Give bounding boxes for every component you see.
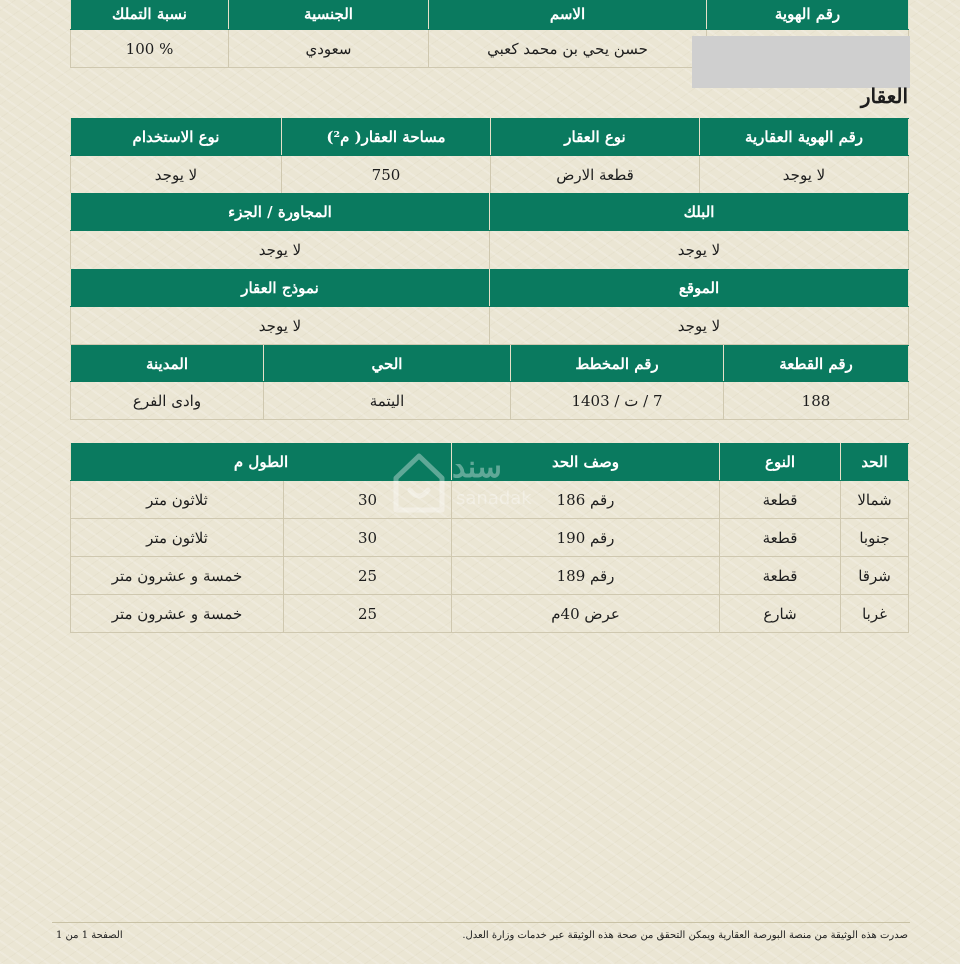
- table-row: [71, 557, 909, 595]
- location-cell: لا يوجد: [490, 307, 909, 345]
- boundary-desc-cell: عرض 40م: [452, 595, 720, 633]
- boundary-length-cell: 30: [284, 481, 452, 519]
- header-city: المدينة: [71, 346, 264, 382]
- header-plot-number: رقم القطعة: [724, 346, 909, 382]
- property-table-main: [70, 118, 909, 194]
- property-section-title: العقار: [860, 84, 908, 108]
- header-property-id: رقم الهوية العقارية: [700, 119, 909, 156]
- header-id: رقم الهوية: [707, 0, 909, 30]
- plan-number-cell: 7 / ت / 1403: [511, 382, 724, 420]
- header-plan-number: رقم المخطط: [511, 346, 724, 382]
- boundary-length-cell: 25: [284, 557, 452, 595]
- header-name: الاسم: [429, 0, 707, 30]
- header-neighborhood-part: المجاورة / الجزء: [71, 194, 490, 231]
- table-row: [71, 595, 909, 633]
- header-usage-type: نوع الاستخدام: [71, 119, 282, 156]
- header-share: نسبة التملك: [71, 0, 229, 30]
- boundary-length-cell: 30: [284, 519, 452, 557]
- boundary-side-cell: غربا: [841, 595, 909, 633]
- property-table-location: [70, 269, 909, 345]
- header-boundary-type: النوع: [720, 444, 841, 481]
- district-cell: اليتمة: [264, 382, 511, 420]
- boundary-length-words-cell: خمسة و عشرون متر: [71, 595, 284, 633]
- boundary-type-cell: قطعة: [720, 557, 841, 595]
- block-cell: لا يوجد: [490, 231, 909, 270]
- header-property-area: مساحة العقار( م²): [282, 119, 491, 156]
- property-id-cell: لا يوجد: [700, 156, 909, 194]
- boundary-desc-cell: رقم 190: [452, 519, 720, 557]
- owner-name-cell: حسن يحي بن محمد كعبي: [429, 30, 707, 68]
- watermark-latin-text: sanadak: [456, 488, 532, 509]
- city-cell: وادى الفرع: [71, 382, 264, 420]
- property-model-cell: لا يوجد: [71, 307, 490, 345]
- header-length: الطول م: [71, 444, 452, 481]
- header-nationality: الجنسية: [229, 0, 429, 30]
- usage-type-cell: لا يوجد: [71, 156, 282, 194]
- boundary-length-words-cell: خمسة و عشرون متر: [71, 557, 284, 595]
- boundary-length-words-cell: ثلاثون متر: [71, 481, 284, 519]
- owner-nationality-cell: سعودي: [229, 30, 429, 68]
- property-table-plot: [70, 345, 909, 420]
- neighborhood-part-cell: لا يوجد: [71, 231, 490, 270]
- footer-note: صدرت هذه الوثيقة من منصة البورصة العقارية ويمكن التحقق من صحة هذه الوثيقة عبر خدمات وزارة العدل.: [462, 930, 908, 941]
- header-district: الحي: [264, 346, 511, 382]
- table-row: [71, 519, 909, 557]
- header-location: الموقع: [490, 270, 909, 307]
- boundary-type-cell: شارع: [720, 595, 841, 633]
- header-property-model: نموذج العقار: [71, 270, 490, 307]
- header-block: البلك: [490, 194, 909, 231]
- boundary-side-cell: جنوبا: [841, 519, 909, 557]
- boundary-desc-cell: رقم 189: [452, 557, 720, 595]
- boundary-length-cell: 25: [284, 595, 452, 633]
- owner-share-cell: 100 %: [71, 30, 229, 68]
- boundary-type-cell: قطعة: [720, 519, 841, 557]
- redacted-block: [692, 36, 910, 88]
- boundary-side-cell: شرقا: [841, 557, 909, 595]
- boundary-type-cell: قطعة: [720, 481, 841, 519]
- boundary-side-cell: شمالا: [841, 481, 909, 519]
- boundaries-table: [70, 443, 909, 633]
- boundary-desc-cell: رقم 186: [452, 481, 720, 519]
- property-area-cell: 750: [282, 156, 491, 194]
- header-boundary-desc: وصف الحد: [452, 444, 720, 481]
- footer-divider: [52, 922, 910, 923]
- property-table-block: [70, 193, 909, 270]
- boundary-length-words-cell: ثلاثون متر: [71, 519, 284, 557]
- header-boundary: الحد: [841, 444, 909, 481]
- page-number: الصفحة 1 من 1: [56, 930, 123, 941]
- header-property-type: نوع العقار: [491, 119, 700, 156]
- property-type-cell: قطعة الارض: [491, 156, 700, 194]
- watermark-arabic-text: سند: [452, 450, 502, 485]
- table-row: [71, 481, 909, 519]
- plot-number-cell: 188: [724, 382, 909, 420]
